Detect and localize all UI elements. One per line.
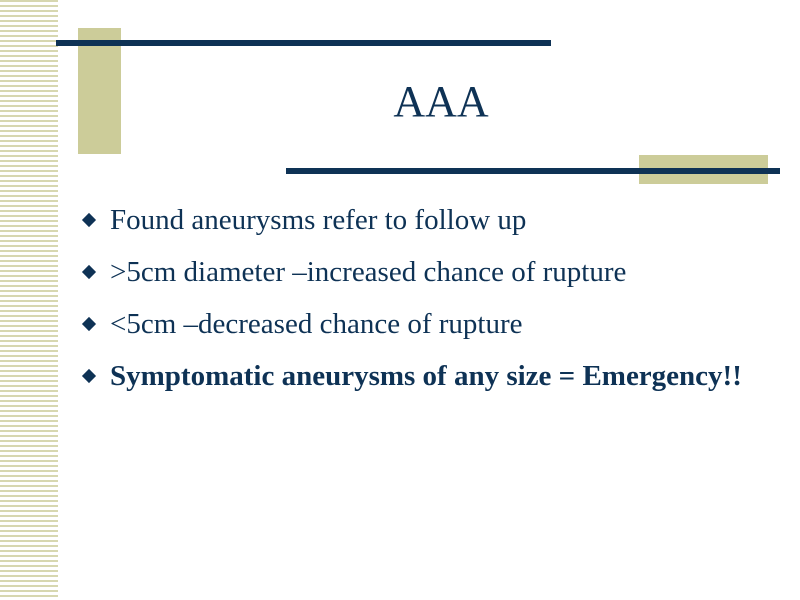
bullet-item-under-5cm <box>80 304 780 345</box>
diamond-bullet-icon <box>82 317 96 331</box>
title-rule-top <box>56 40 551 46</box>
slide-title: AAA <box>393 77 489 126</box>
diamond-bullet-icon <box>82 265 96 279</box>
bullet-list <box>80 200 780 408</box>
bullet-text: Symptomatic aneurysms of any size = Emergency!! <box>110 360 742 392</box>
bullet-text: <5cm –decreased chance of rupture <box>110 308 523 340</box>
olive-accent-block-vertical <box>78 28 121 154</box>
bullet-item-over-5cm <box>80 252 780 293</box>
diamond-bullet-icon <box>82 213 96 227</box>
left-stripe-decoration <box>0 0 58 600</box>
diamond-bullet-icon <box>82 369 96 383</box>
bullet-text: Found aneurysms refer to follow up <box>110 204 527 236</box>
bullet-item-emergency <box>80 356 780 397</box>
bullet-item-follow-up <box>80 200 780 241</box>
bullet-text: >5cm diameter –increased chance of rupture <box>110 256 627 288</box>
title-rule-bottom <box>286 168 780 174</box>
